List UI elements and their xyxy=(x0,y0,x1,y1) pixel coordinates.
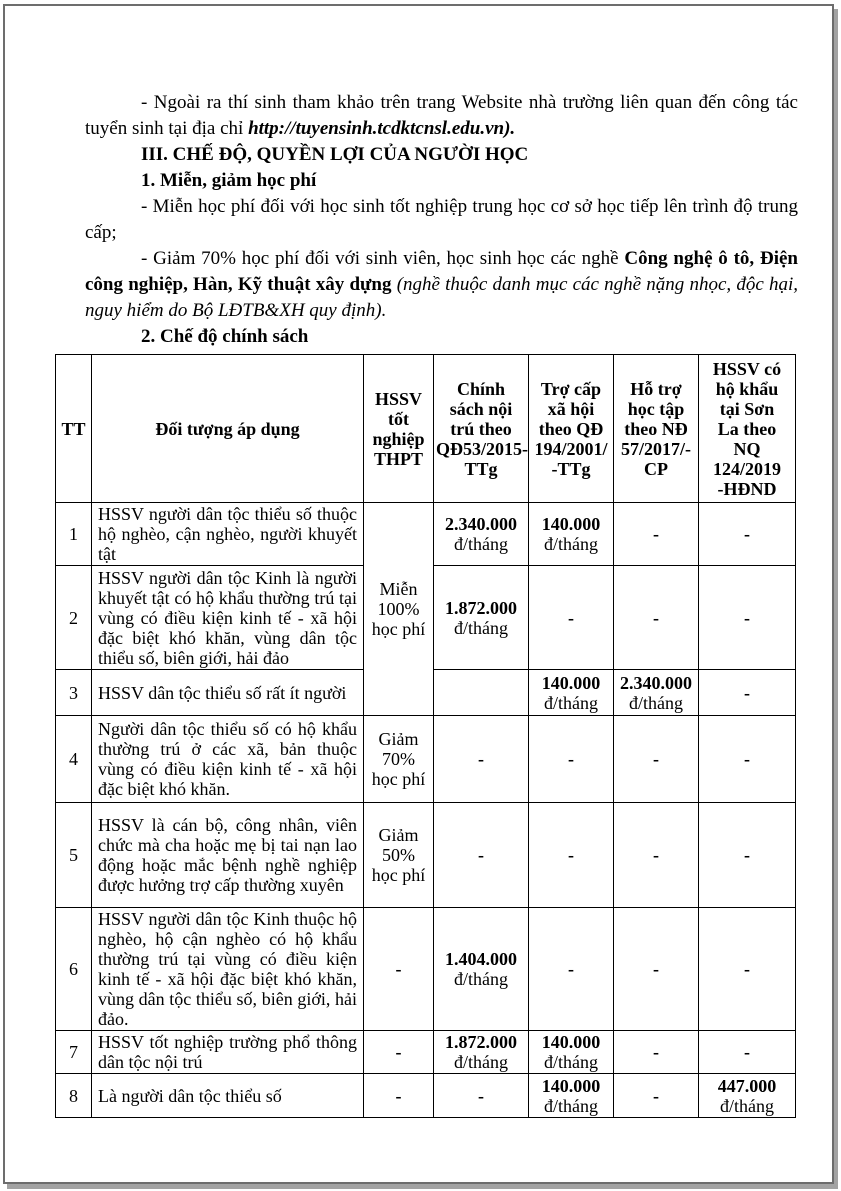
cell-noi-tru xyxy=(434,1031,529,1074)
unit: đ/tháng xyxy=(454,1052,508,1072)
document-content xyxy=(5,6,832,1118)
unit: đ/tháng xyxy=(544,534,598,554)
amount: 1.872.000 xyxy=(445,1032,517,1052)
cell-tro-cap xyxy=(529,908,614,1031)
header-ho-tro-hoc-tap: Hỗ trợ học tập theo NĐ 57/2017/- CP xyxy=(614,355,699,503)
unit: đ/tháng xyxy=(544,1052,598,1072)
cell-ho-tro xyxy=(614,503,699,566)
cell-tro-cap xyxy=(529,670,614,716)
cell-son-la xyxy=(699,670,796,716)
amount: 447.000 xyxy=(717,1075,777,1096)
cell-thpt xyxy=(364,1074,434,1118)
cell-doi-tuong: HSSV dân tộc thiểu số rất ít người xyxy=(92,670,364,716)
cell-doi-tuong: HSSV là cán bộ, công nhân, viên chức mà cha hoặc mẹ bị tai nạn lao động hoặc mắc bệnh nghề nghiệp được hưởng trợ cấp thường xuyên xyxy=(92,803,364,908)
cell-noi-tru xyxy=(434,803,529,908)
amount: - xyxy=(395,1085,402,1106)
header-tro-cap-xa-hoi: Trợ cấp xã hội theo QĐ 194/2001/ -TTg xyxy=(529,355,614,503)
subheading-che-do-chinh-sach: 2. Chế độ chính sách xyxy=(141,326,309,347)
unit: đ/tháng xyxy=(454,617,508,638)
paragraph-website-info xyxy=(85,90,798,142)
amount: - xyxy=(568,959,574,979)
amount: - xyxy=(478,749,484,769)
cell-doi-tuong: HSSV người dân tộc Kinh là người khuyết tật có hộ khẩu thường trú tại vùng có điều kiện kinh tế - xã hội đặc biệt khó khăn, vùng dân tộc thiểu số, biên giới, hải đảo xyxy=(92,566,364,670)
cell-ho-tro xyxy=(614,716,699,803)
header-chinh-sach-noi-tru: Chính sách nội trú theo QĐ53/2015- TTg xyxy=(434,355,529,503)
intro-text: - Ngoài ra thí sinh tham khảo trên trang Website nhà trường liên quan đến công tác tuyển sinh tại địa chỉ xyxy=(85,92,798,139)
amount: - xyxy=(653,1042,659,1062)
giam-70-note: (nghề thuộc danh mục các nghề nặng nhọc, độc hại, nguy hiểm do Bộ LĐTB&XH quy định). xyxy=(85,274,798,321)
row-number: 1 xyxy=(56,503,92,566)
cell-ho-tro xyxy=(614,803,699,908)
amount: 140.000 xyxy=(541,672,601,693)
amount: 2.340.000 xyxy=(620,672,692,693)
amount: 1.404.000 xyxy=(445,949,517,969)
cell-son-la xyxy=(699,803,796,908)
paragraph-mien-hoc-phi: - Miễn học phí đối với học sinh tốt nghiệp trung học cơ sở học tiếp lên trình độ trung cấp; xyxy=(85,196,798,243)
cell-noi-tru xyxy=(434,566,529,670)
cell-noi-tru xyxy=(434,670,529,716)
cell-noi-tru xyxy=(434,503,529,566)
tuyensinh-link[interactable]: http://tuyensinh.tcdktcnsl.edu.vn). xyxy=(248,118,516,139)
amount: - xyxy=(744,682,750,703)
cell-ho-tro xyxy=(614,908,699,1031)
table-header-row xyxy=(56,355,796,503)
amount: - xyxy=(653,607,659,628)
amount: 140.000 xyxy=(541,514,601,534)
amount: - xyxy=(568,845,574,865)
cell-thpt-merged: Miễn 100% học phí xyxy=(364,503,434,716)
cell-tro-cap xyxy=(529,503,614,566)
cell-doi-tuong: HSSV tốt nghiệp trường phổ thông dân tộc nội trú xyxy=(92,1031,364,1074)
amount: - xyxy=(744,845,750,865)
giam-70-nghe-list: Công nghệ ô tô, Điện công nghiệp, Hàn, Kỹ thuật xây dựng xyxy=(85,248,798,295)
amount: 140.000 xyxy=(541,1032,601,1052)
cell-doi-tuong: HSSV người dân tộc Kinh thuộc hộ nghèo, hộ cận nghèo có hộ khẩu thường trú tại vùng có điều kiện kinh tế - xã hội đặc biệt khó khăn, vùng dân tộc thiểu số, biên giới, hải đảo. xyxy=(92,908,364,1031)
row-number: 4 xyxy=(56,716,92,803)
unit: đ/tháng xyxy=(544,1095,598,1116)
cell-son-la xyxy=(699,566,796,670)
amount: - xyxy=(395,959,402,979)
cell-tro-cap xyxy=(529,1031,614,1074)
amount: - xyxy=(653,1085,659,1106)
cell-thpt xyxy=(364,1031,434,1074)
cell-doi-tuong: Người dân tộc thiểu số có hộ khẩu thường trú ở các xã, bản thuộc vùng có điều kiện kinh tế - xã hội đặc biệt khó khăn. xyxy=(92,716,364,803)
header-hssv-thpt: HSSV tốt nghiệp THPT xyxy=(364,355,434,503)
table-row xyxy=(56,1031,796,1074)
policy-table xyxy=(55,354,796,1118)
cell-doi-tuong: Là người dân tộc thiểu số xyxy=(92,1074,364,1118)
header-tt: TT xyxy=(56,355,92,503)
cell-noi-tru xyxy=(434,716,529,803)
amount: 1.872.000 xyxy=(445,597,517,618)
row-number: 5 xyxy=(56,803,92,908)
cell-son-la xyxy=(699,503,796,566)
unit: đ/tháng xyxy=(720,1095,774,1116)
amount: 140.000 xyxy=(541,1075,601,1096)
cell-ho-tro xyxy=(614,1074,699,1118)
amount: - xyxy=(744,749,750,769)
cell-son-la xyxy=(699,1031,796,1074)
header-doi-tuong: Đối tượng áp dụng xyxy=(92,355,364,503)
amount: - xyxy=(478,845,484,865)
header-hssv-son-la: HSSV có hộ khẩu tại Sơn La theo NQ 124/2019 -HĐND xyxy=(699,355,796,503)
row-number: 3 xyxy=(56,670,92,716)
cell-noi-tru xyxy=(434,908,529,1031)
unit: đ/tháng xyxy=(544,692,598,713)
unit: đ/tháng xyxy=(454,969,508,989)
giam-70-lead: - Giảm 70% học phí đối với sinh viên, học sinh học các nghề xyxy=(141,248,625,269)
row-number: 6 xyxy=(56,908,92,1031)
cell-thpt: Giảm 70% học phí xyxy=(364,716,434,803)
amount: - xyxy=(744,524,750,544)
cell-ho-tro xyxy=(614,566,699,670)
paragraph-giam-70 xyxy=(85,246,798,324)
cell-tro-cap xyxy=(529,566,614,670)
cell-tro-cap xyxy=(529,716,614,803)
amount: - xyxy=(478,1085,484,1106)
table-row xyxy=(56,803,796,908)
unit: đ/tháng xyxy=(629,692,683,713)
cell-son-la xyxy=(699,1074,796,1118)
amount: - xyxy=(744,1042,750,1062)
amount: - xyxy=(653,845,659,865)
table-row xyxy=(56,716,796,803)
table-row xyxy=(56,1074,796,1118)
amount: - xyxy=(653,749,659,769)
amount: - xyxy=(744,959,750,979)
section-heading-che-do-quyen-loi: III. CHẾ ĐỘ, QUYỀN LỢI CỦA NGƯỜI HỌC xyxy=(141,144,529,165)
cell-ho-tro xyxy=(614,1031,699,1074)
cell-noi-tru xyxy=(434,1074,529,1118)
table-row xyxy=(56,503,796,566)
unit: đ/tháng xyxy=(454,534,508,554)
cell-thpt xyxy=(364,908,434,1031)
row-number: 8 xyxy=(56,1074,92,1118)
subheading-mien-giam-hoc-phi: 1. Miễn, giảm học phí xyxy=(141,170,317,191)
row-number: 2 xyxy=(56,566,92,670)
amount: - xyxy=(653,959,659,979)
cell-thpt: Giảm 50% học phí xyxy=(364,803,434,908)
table-row xyxy=(56,908,796,1031)
cell-tro-cap xyxy=(529,1074,614,1118)
cell-son-la xyxy=(699,908,796,1031)
page xyxy=(3,4,834,1184)
amount: - xyxy=(744,607,750,628)
amount: - xyxy=(395,1042,402,1062)
cell-ho-tro xyxy=(614,670,699,716)
amount: 2.340.000 xyxy=(445,514,517,534)
cell-son-la xyxy=(699,716,796,803)
amount: - xyxy=(653,524,659,544)
amount: - xyxy=(568,749,574,769)
cell-tro-cap xyxy=(529,803,614,908)
cell-doi-tuong: HSSV người dân tộc thiểu số thuộc hộ nghèo, cận nghèo, người khuyết tật xyxy=(92,503,364,566)
amount: - xyxy=(568,607,574,628)
row-number: 7 xyxy=(56,1031,92,1074)
